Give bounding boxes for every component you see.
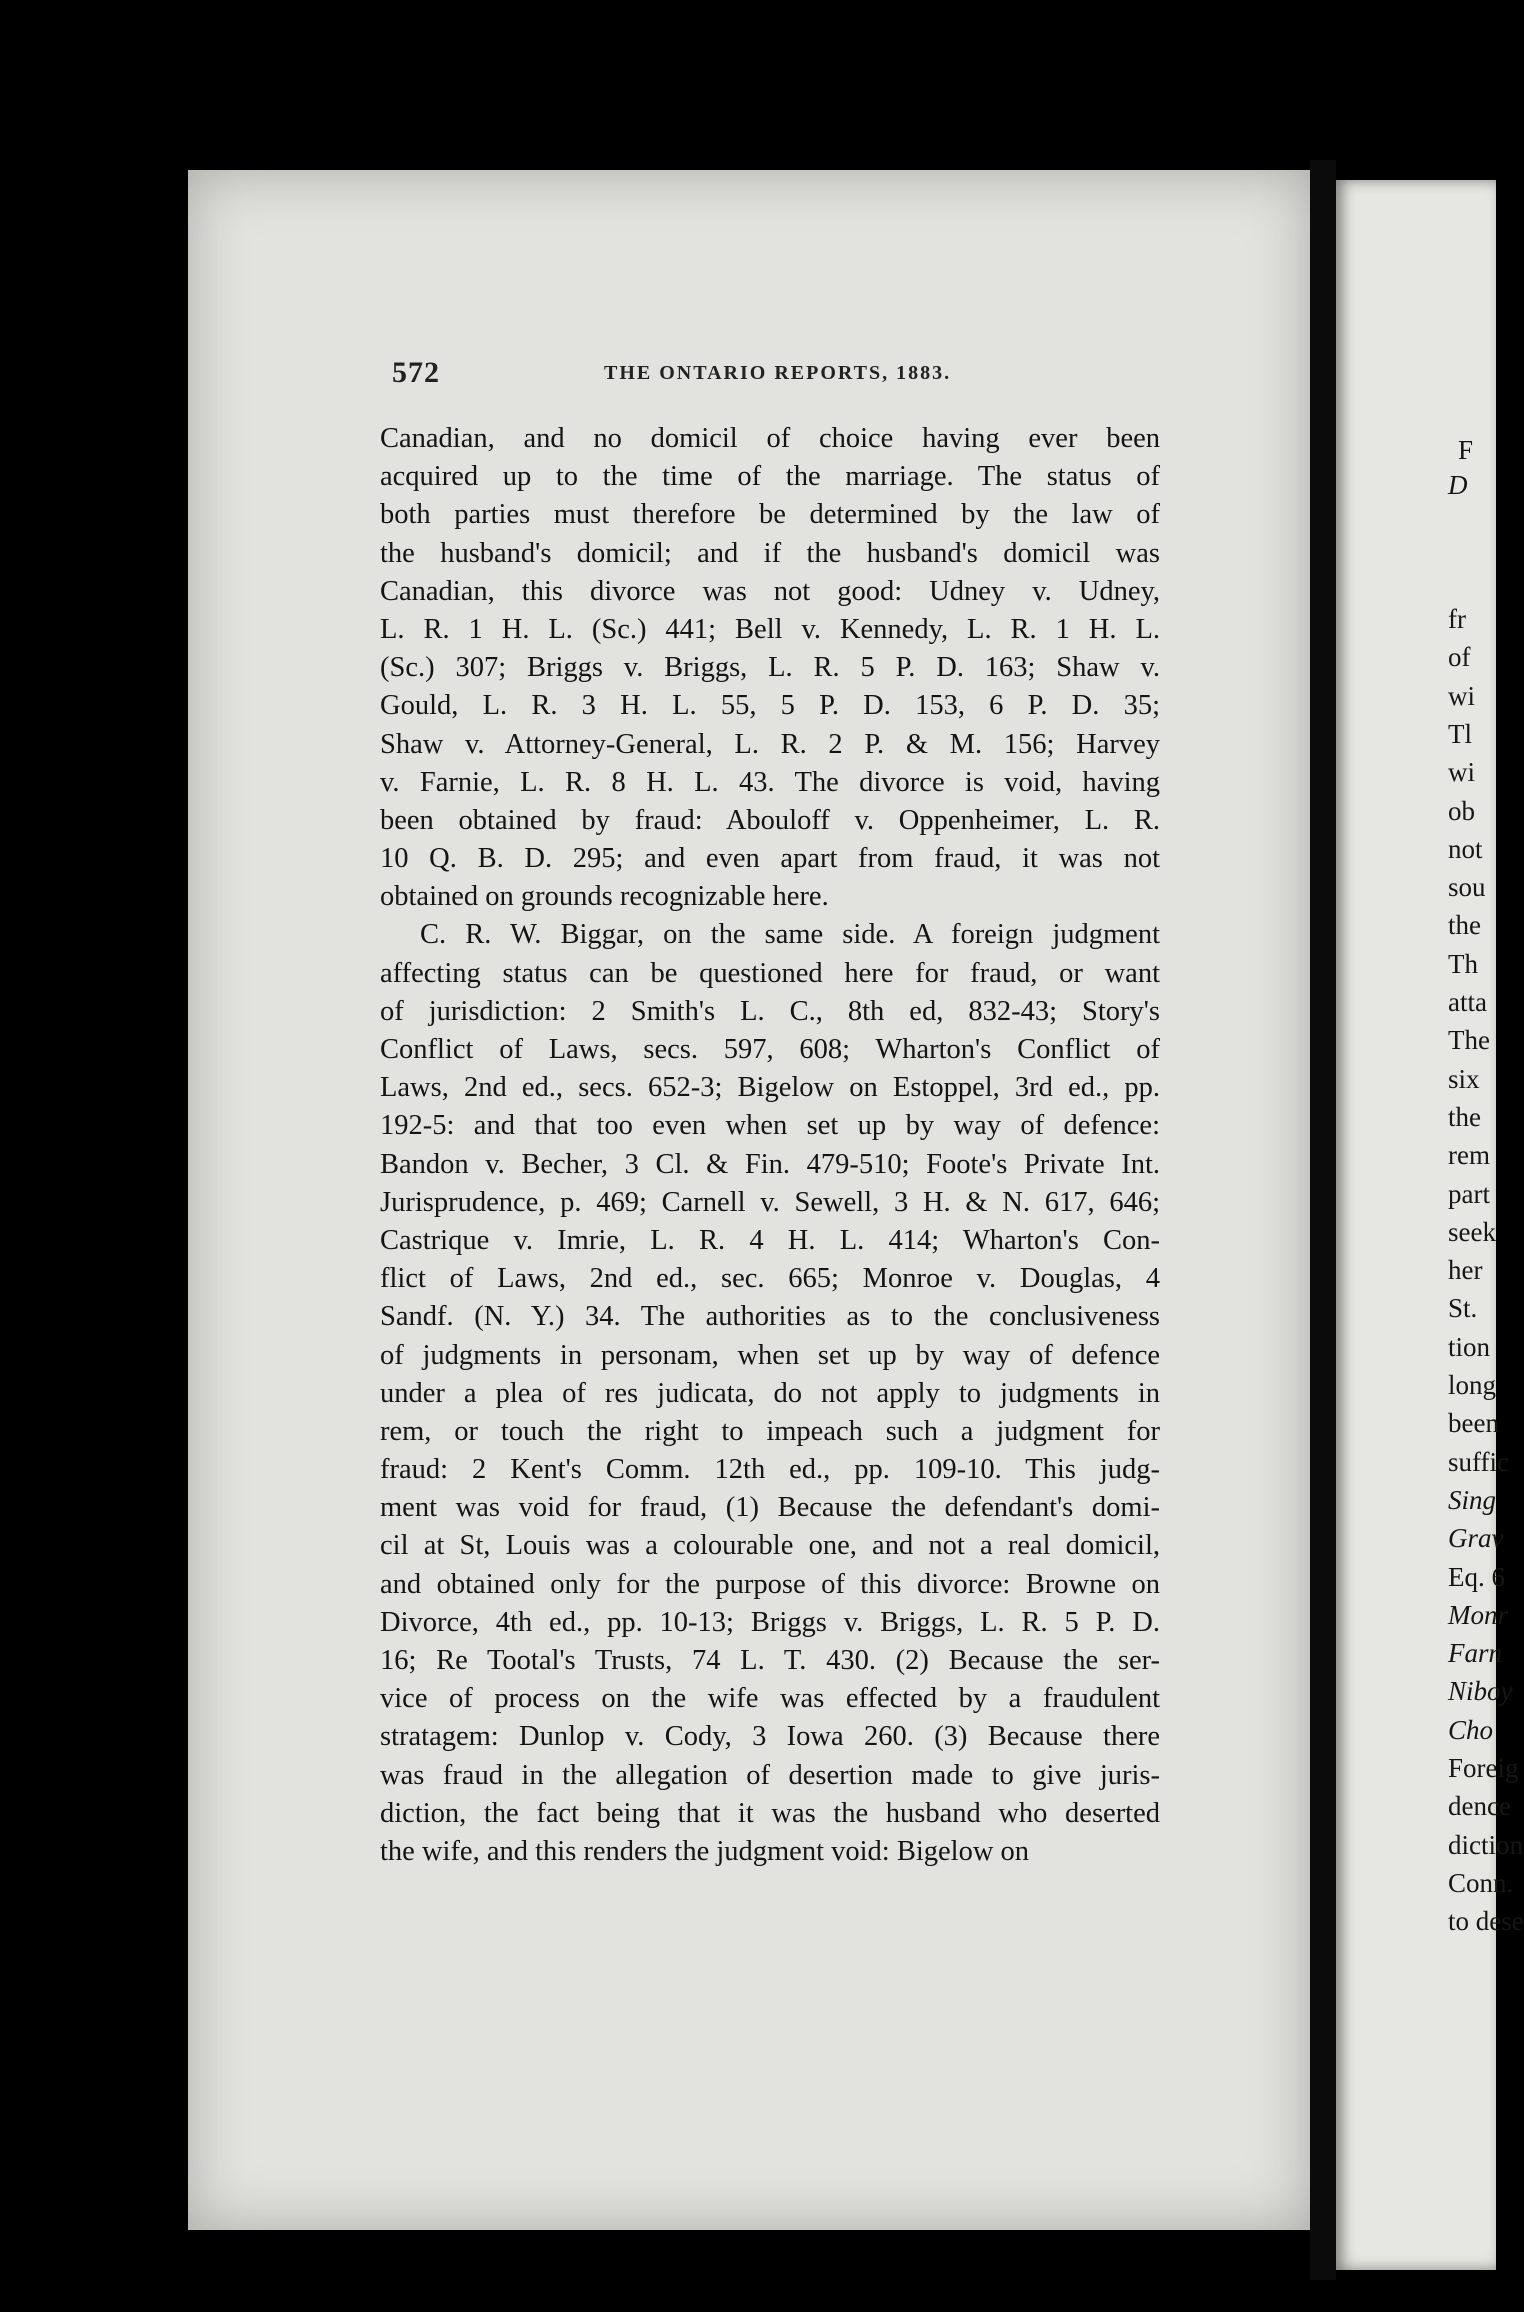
book-gutter <box>1310 160 1336 2280</box>
adjacent-text-fragment: Th <box>1448 948 1478 979</box>
adjacent-text-fragment: diction <box>1448 1829 1523 1860</box>
text-line: been obtained by fraud: Abouloff v. Oppenheimer, L. R. <box>380 804 1160 836</box>
text-line: Canadian, and no domicil of choice having ever been <box>380 423 1160 454</box>
text-line: Laws, 2nd ed., secs. 652-3; Bigelow on Estoppel, 3rd ed., pp. <box>380 1072 1160 1104</box>
text-line: stratagem: Dunlop v. Cody, 3 Iowa 260. (3) Because there <box>380 1721 1160 1753</box>
text-line: (Sc.) 307; Briggs v. Briggs, L. R. 5 P. D. 163; Shaw v. <box>380 652 1160 684</box>
adjacent-text-fragment: atta <box>1448 987 1487 1017</box>
text-line: v. Farnie, L. R. 8 H. L. 43. The divorce is void, having <box>380 766 1160 798</box>
text-line: Canadian, this divorce was not good: Udney v. Udney, <box>380 575 1160 607</box>
adjacent-text-fragment: Conn. <box>1448 1867 1514 1898</box>
text-line: 192-5: and that too even when set up by way of defence: <box>380 1110 1160 1142</box>
adjacent-text-fragment: F <box>1458 435 1474 466</box>
text-line: both parties must therefore be determined by the law of <box>380 499 1160 531</box>
adjacent-text-fragment: wi <box>1448 680 1475 711</box>
adjacent-text-fragment: St. <box>1448 1293 1478 1324</box>
adjacent-text-fragment: not <box>1448 833 1483 864</box>
adjacent-text-fragment: dence <box>1448 1791 1511 1822</box>
text-line: Shaw v. Attorney-General, L. R. 2 P. & M. 156; Harvey <box>380 728 1160 760</box>
text-line: of judgments in personam, when set up by way of defence <box>380 1339 1160 1371</box>
text-line: diction, the fact being that it was the husband who deserted <box>380 1797 1160 1829</box>
journal-title: THE ONTARIO REPORTS, 1883. <box>604 362 952 384</box>
adjacent-text-fragment: Tl <box>1448 718 1472 749</box>
text-line: cil at St, Louis was a colourable one, and not a real domicil, <box>380 1530 1160 1562</box>
text-line: flict of Laws, 2nd ed., sec. 665; Monroe v. Douglas, 4 <box>380 1263 1160 1295</box>
text-line: L. R. 1 H. L. (Sc.) 441; Bell v. Kennedy, L. R. 1 H. L. <box>380 613 1160 645</box>
adjacent-text-fragment: The <box>1448 1025 1490 1056</box>
adjacent-text-fragment: wi <box>1448 757 1475 788</box>
adjacent-text-fragment: Monr <box>1448 1599 1508 1630</box>
text-line: 10 Q. B. D. 295; and even apart from fraud, it was not <box>380 843 1160 875</box>
text-line: vice of process on the wife was effected by a fraudulent <box>380 1683 1160 1715</box>
text-line: affecting status can be questioned here for fraud, or want <box>380 957 1160 989</box>
text-line: of jurisdiction: 2 Smith's L. C., 8th ed, 832-43; Story's <box>380 995 1160 1027</box>
adjacent-text-fragment: Sing <box>1448 1484 1497 1515</box>
adjacent-text-fragment: of <box>1448 642 1471 673</box>
text-line: Sandf. (N. Y.) 34. The authorities as to the conclusiveness <box>380 1301 1160 1333</box>
text-line: the husband's domicil; and if the husband's domicil was <box>380 537 1160 569</box>
adjacent-text-fragment: fr <box>1448 604 1466 634</box>
adjacent-text-fragment: been <box>1448 1408 1499 1439</box>
adjacent-text-fragment: her <box>1448 1255 1483 1286</box>
adjacent-text-fragment: Niboy <box>1448 1676 1513 1707</box>
adjacent-text-fragment: sou <box>1448 872 1486 903</box>
text-line: Castrique v. Imrie, L. R. 4 H. L. 414; Wharton's Con- <box>380 1224 1160 1256</box>
adjacent-text-fragment: seek <box>1448 1216 1496 1247</box>
text-line: under a plea of res judicata, do not apply to judgments in <box>380 1377 1160 1409</box>
text-line: acquired up to the time of the marriage. The status of <box>380 461 1160 493</box>
adjacent-text-fragment: six <box>1448 1063 1480 1094</box>
text-line: fraud: 2 Kent's Comm. 12th ed., pp. 109-10. This judg- <box>380 1454 1160 1486</box>
adjacent-text-fragment: long <box>1448 1370 1497 1400</box>
text-line: Gould, L. R. 3 H. L. 55, 5 P. D. 153, 6 P. D. 35; <box>380 690 1160 722</box>
adjacent-text-fragment: to dese <box>1448 1906 1524 1937</box>
adjacent-text-fragment: Cho <box>1448 1714 1494 1745</box>
adjacent-text-fragment: Farn <box>1448 1638 1502 1669</box>
adjacent-text-fragment: suffic <box>1448 1446 1509 1477</box>
running-head <box>392 356 1152 400</box>
text-line: ment was void for fraud, (1) Because the defendant's domi- <box>380 1492 1160 1524</box>
text-line: rem, or touch the right to impeach such a judgment for <box>380 1415 1160 1447</box>
text-line: and obtained only for the purpose of this divorce: Browne on <box>380 1568 1160 1600</box>
adjacent-page <box>1336 180 1524 2270</box>
adjacent-text-fragment: the <box>1448 910 1481 941</box>
text-line: C. R. W. Biggar, on the same side. A foreign judgment <box>420 919 1160 951</box>
adjacent-text-fragment: tion <box>1448 1331 1491 1362</box>
adjacent-text-fragment: Eq. 6 <box>1448 1561 1505 1592</box>
text-line: was fraud in the allegation of desertion made to give juris- <box>380 1759 1160 1791</box>
adjacent-text-fragment: ob <box>1448 795 1475 826</box>
text-line: Bandon v. Becher, 3 Cl. & Fin. 479-510; Foote's Private Int. <box>380 1148 1160 1180</box>
body-text <box>380 420 1160 1871</box>
page-number: 572 <box>392 356 440 389</box>
text-line: 16; Re Tootal's Trusts, 74 L. T. 430. (2) Because the ser- <box>380 1645 1160 1676</box>
text-line: obtained on grounds recognizable here. <box>380 881 829 913</box>
text-line: Jurisprudence, p. 469; Carnell v. Sewell, 3 H. & N. 617, 646; <box>380 1186 1160 1218</box>
text-line: Divorce, 4th ed., pp. 10-13; Briggs v. Briggs, L. R. 5 P. D. <box>380 1606 1160 1638</box>
adjacent-text-fragment: part <box>1448 1178 1490 1209</box>
adjacent-text-fragment: D <box>1448 469 1468 500</box>
adjacent-text-fragment: rem <box>1448 1140 1490 1171</box>
text-line: the wife, and this renders the judgment void: Bigelow on <box>380 1835 1030 1867</box>
adjacent-text-fragment: the <box>1448 1101 1481 1132</box>
adjacent-text-fragment: Foreig <box>1448 1753 1519 1783</box>
adjacent-text-fragment: Grav <box>1448 1523 1504 1554</box>
text-line: Conflict of Laws, secs. 597, 608; Wharton's Conflict of <box>380 1034 1160 1065</box>
